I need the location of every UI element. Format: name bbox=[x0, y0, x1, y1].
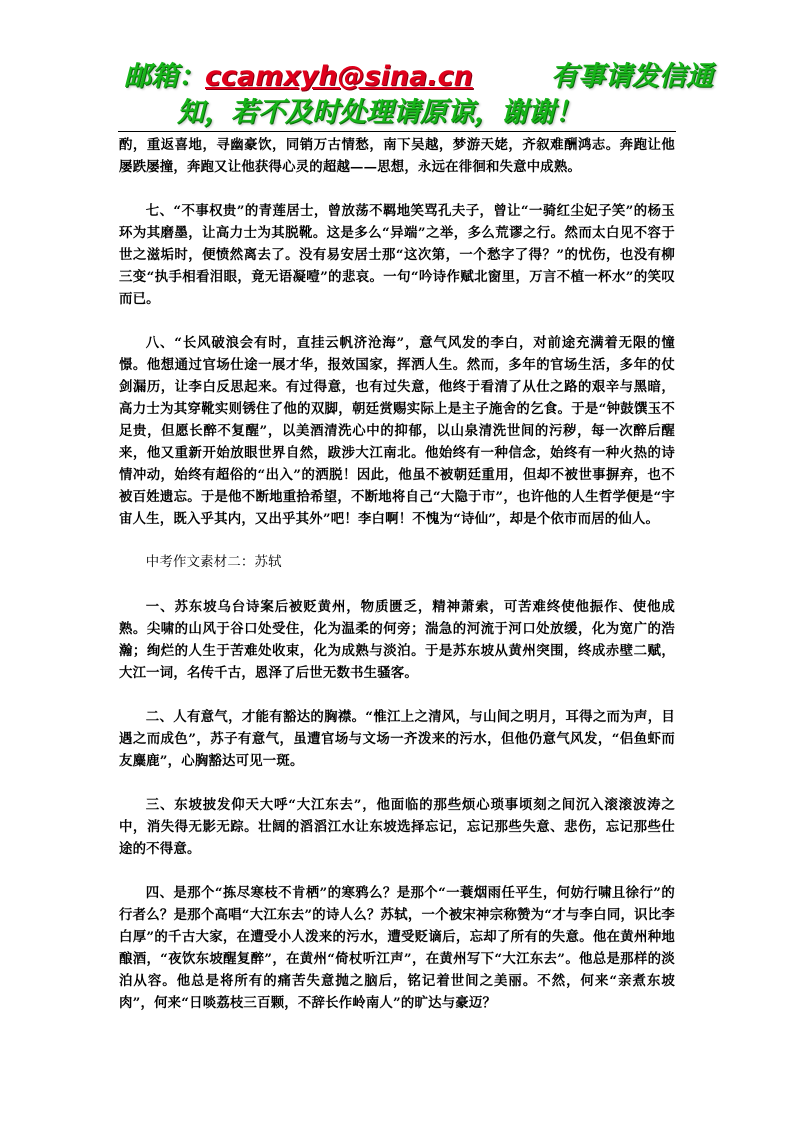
paragraph: 酌，重返喜地，寻幽豪饮，同销万古情愁，南下吴越，梦游天姥，齐叙难酬鸿志。奔跑让他屡跌屡撞，奔跑又让他获得心灵的超越——思想，永远在徘徊和失意中成熟。 bbox=[119, 137, 675, 175]
header-line-2: 知，若不及时处理请原谅，谢谢！ bbox=[177, 97, 582, 128]
header-divider bbox=[118, 131, 676, 132]
section-heading: 中考作文素材二：苏轼 bbox=[145, 555, 282, 570]
paragraph: 三、东坡披发仰天大呼“大江东去”，他面临的那些烦心琐事顷刻之间沉入滚滚波涛之中，消失得无影无踪。壮阔的滔滔江水让东坡选择忘记，忘记那些失意、悲伤，忘记那些仕途的不得意。 bbox=[119, 797, 675, 857]
header-notice-1: 有事请发信通 bbox=[550, 61, 713, 92]
paragraph: 四、是那个“拣尽寒枝不肯栖”的寒鸦么？是那个“一蓑烟雨任平生，何妨行啸且徐行”的行者么？是那个高唱“大江东去”的诗人么？苏轼，一个被宋神宗称赞为“才与李白同，识比李白厚”的千古大家，在遭受小人泼来的污水，遭受贬谪后，忘却了所有的失意。他在黄州种地酿酒，“夜饮东坡醒复醉”，在黄州“倚杖听江声”，在黄州写下“大江东去”。他总是那样的淡泊从容。他总是将所有的痛苦失意抛之脑后，铭记着世间之美丽。不然，何来“亲煮东坡肉”，何来“日啖荔枝三百颗，不辞长作岭南人”的旷达与豪迈？ bbox=[119, 885, 675, 1011]
email-label: 邮箱： bbox=[124, 61, 205, 92]
email-link[interactable]: ccamxyh@sina.cn bbox=[205, 61, 473, 92]
paragraph: 八、“长风破浪会有时，直挂云帆济沧海”，意气风发的李白，对前途充满着无限的憧憬。他想通过官场仕途一展才华，报效国家，挥洒人生。然而，多年的官场生活，多年的仗剑漏历，让李白反思起来。有过得意，也有过失意，他终于看清了从仕之路的艰辛与黑暗，高力士为其穿靴实则锈住了他的双脚，朝廷赏赐实际上是主子施舍的乞食。于是“钟鼓馔玉不足贵，但愿长醉不复醒”，以美酒清洗心中的抑郁，以山泉清洗世间的污秽，每一次醉后醒来，他又重新开始放眼世界自然，跋涉大江南北。他始终有一种信念，始终有一种火热的诗情冲动，始终有超俗的“出入”的洒脱！因此，他虽不被朝廷重用，但却不被世事摒弃，也不被百姓遗忘。于是他不断地重拾希望，不断地将自己“大隐于市”，也许他的人生哲学便是“宇宙人生，既入乎其内，又出乎其外”吧！李白啊！不愧为“诗仙”，却是个依市而居的仙人。 bbox=[119, 335, 675, 527]
page-header bbox=[0, 58, 794, 132]
header-line-1 bbox=[124, 60, 713, 94]
document-body bbox=[119, 134, 675, 1036]
paragraph: 七、“不事权贵”的青莲居士，曾放荡不羁地笑骂孔夫子，曾让“一骑红尘妃子笑”的杨玉环为其磨墨，让高力士为其脱靴。这是多么“异端”之举，多么荒谬之行。然而太白见不容于世之滋垢时，便愤然离去了。没有易安居士那“这次第，一个愁字了得？”的忧伤，也没有柳三变“执手相看泪眼，竟无语凝噎”的悲哀。一句“吟诗作赋北窗里，万言不植一杯水”的笑叹而已。 bbox=[119, 203, 675, 307]
paragraph: 二、人有意气，才能有豁达的胸襟。“惟江上之清风，与山间之明月，耳得之而为声，目遇之而成色”，苏子有意气，虽遭官场与文场一齐泼来的污水，但他仍意气风发，“侣鱼虾而友麋鹿”，心胸豁达可见一斑。 bbox=[119, 709, 675, 769]
paragraph: 一、苏东坡乌台诗案后被贬黄州，物质匮乏，精神萧索，可苦难终使他振作、使他成熟。尖啸的山风于谷口处受住，化为温柔的何旁；湍急的河流于河口处放缓，化为宽广的浩瀚；绚烂的人生于苦难处收束，化为成熟与淡泊。于是苏东坡从黄州突围，终成赤壁二赋，大江一词，名传千古，恩泽了后世无数书生骚客。 bbox=[119, 599, 675, 681]
